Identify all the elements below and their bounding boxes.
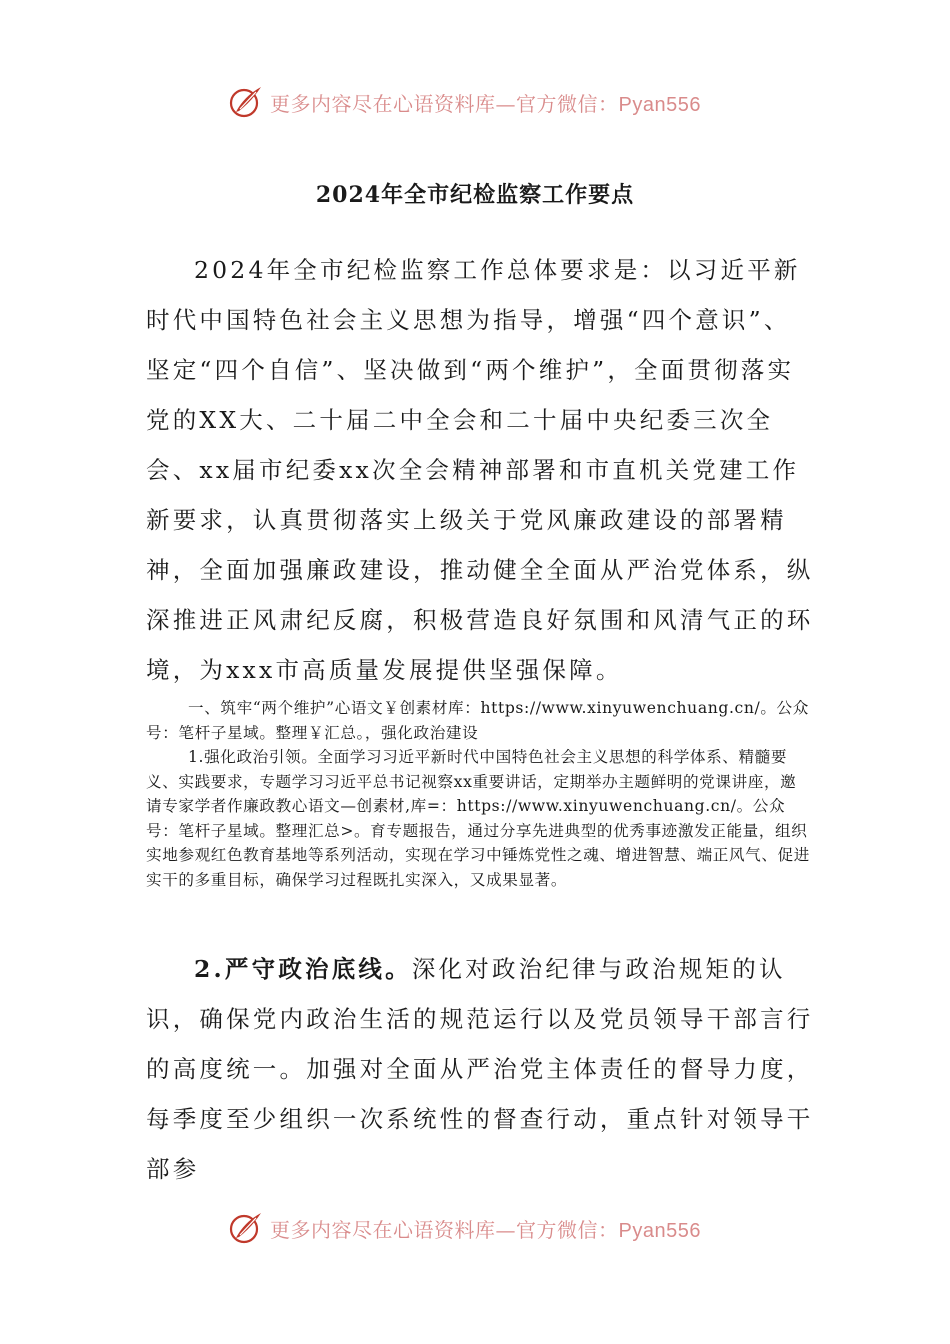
footer-banner xyxy=(228,1208,748,1248)
intro-text: 2024年全市纪检监察工作总体要求是：以习近平新时代中国特色社会主义思想为指导，增强“四个意识”、坚定“四个自信”、坚决做到“两个维护”，全面贯彻落实党的XX大、二十届二中全会和二十届中央纪委三次全会、xx届市纪委xx次全会精神部署和市直机关党建工作新要求，认真贯彻落实上级关于党风廉政建设的部署精神，全面加强廉政建设，推动健全全面从严治党体系，纵深推进正风肃纪反腐，积极营造良好氛围和风清气正的环境，为xxx市高质量发展提供坚强保障。 xyxy=(146,256,814,684)
banner-wechat-id: Pyan556 xyxy=(618,93,701,116)
section-one-heading: 一、筑牢“两个维护”心语文￥创素材库：https://www.xinyuwenchuang.cn/。公众号：笔杆子星域。整理￥汇总。，强化政治建设 xyxy=(146,699,809,742)
quill-logo-icon xyxy=(228,1210,264,1246)
item-two-paragraph xyxy=(146,944,816,1194)
intro-paragraph xyxy=(146,245,816,695)
section-one xyxy=(146,696,810,892)
banner-text: 更多内容尽在心语资料库—官方微信：Pyan556 xyxy=(270,91,701,116)
item-one-paragraph: 1.强化政治引领。全面学习习近平新时代中国特色社会主义思想的科学体系、精髓要义、实践要求，专题学习习近平总书记视察xx重要讲话，定期举办主题鲜明的党课讲座，邀请专家学者作廉政教心语文—创素材,库=：https://www.xinyuwenchuang.cn/。公众号：笔杆子星域。整理汇总>。育专题报告，通过分享先进典型的优秀事迹激发正能量，组织实地参观红色教育基地等系列活动，实现在学习中锤炼党性之魂、增进智慧、端正风气、促进实干的多重目标，确保学习过程既扎实深入，又成果显著。 xyxy=(146,748,810,889)
footer-wechat-id: Pyan556 xyxy=(618,1219,701,1242)
header-banner xyxy=(228,82,748,122)
quill-logo-icon xyxy=(228,84,264,120)
item-two-text: 深化对政治纪律与政治规矩的认识，确保党内政治生活的规范运行以及党员领导干部言行的高度统一。加强对全面从严治党主体责任的督导力度，每季度至少组织一次系统性的督查行动，重点针对领导干部参 xyxy=(146,955,814,1183)
document-title: 2024年全市纪检监察工作要点 xyxy=(315,182,635,208)
footer-banner-text: 更多内容尽在心语资料库—官方微信：Pyan556 xyxy=(270,1217,701,1242)
item-two-lead: 2.严守政治底线。 xyxy=(194,955,412,983)
